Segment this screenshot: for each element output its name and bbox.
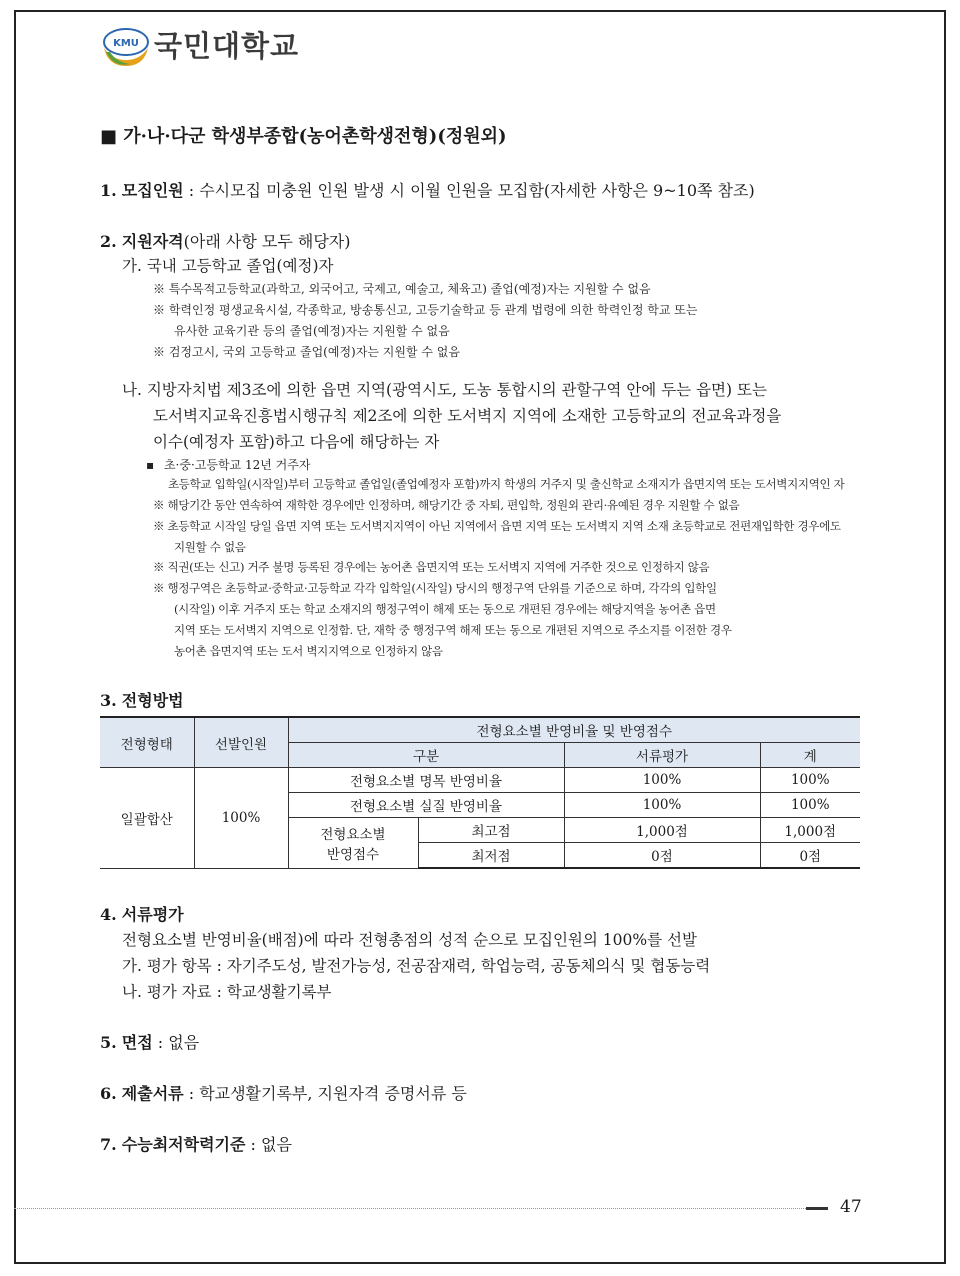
na-note-3: ※ 직권(또는 신고) 거주 불명 등록된 경우에는 농어촌 읍면지역 또는 도서벽지 지역에 거주한 것으로 인정하지 않음: [153, 560, 710, 574]
section-4: [100, 902, 184, 925]
section-4-line-3: 나. 평가 자료 : 학교생활기록부: [122, 983, 332, 1001]
svg-text:KMU: KMU: [113, 38, 139, 49]
row-max-total: 1,000점: [760, 818, 860, 843]
na-note-1: ※ 해당기간 동안 연속하여 재학한 경우에만 인정하며, 해당기간 중 자퇴, 편입학, 정원외 관리·유예된 경우 지원할 수 없음: [153, 498, 740, 512]
na-note-4-cont-2: 지역 또는 도서벽지 지역으로 인정함. 단, 재학 중 행정구역 해제 또는 동으로 개편된 지역으로 주소지를 이전한 경우: [174, 623, 732, 637]
bullet-item: [146, 456, 310, 473]
header-count: 선발인원: [194, 717, 288, 768]
university-logo: [100, 22, 310, 70]
section-2-ga: 가. 국내 고등학교 졸업(예정)자: [122, 257, 334, 275]
score-label-line-2: 반영점수: [326, 846, 380, 863]
section-2-na-line-3: 이수(예정자 포함)하고 다음에 해당하는 자: [153, 433, 440, 451]
na-note-4: ※ 행정구역은 초등학교·중학교·고등학교 각각 입학일(시작일) 당시의 행정구역 단위를 기준으로 하며, 각각의 입학일: [153, 581, 717, 595]
row-actual-label: 전형요소별 실질 반영비율: [288, 793, 564, 818]
section-4-heading: 서류평가: [121, 905, 184, 924]
section-5: [100, 1030, 199, 1053]
page-number-dash: [806, 1207, 828, 1210]
header-division: 구분: [288, 743, 564, 768]
cell-type: 일괄합산: [100, 768, 194, 869]
bullet-icon: ▪: [146, 458, 155, 472]
logo-text: 국민대학교: [154, 29, 300, 63]
row-min-total: 0점: [760, 843, 860, 869]
section-7: [100, 1132, 292, 1155]
section-7-heading: 수능최저학력기준: [121, 1135, 246, 1154]
section-1: [100, 178, 755, 201]
kmu-emblem-icon: [100, 22, 152, 70]
section-1-number: 1.: [100, 181, 117, 200]
page-title: ■ 가·나·다군 학생부종합(농어촌학생전형)(정원외): [100, 126, 507, 147]
section-5-heading: 면접: [121, 1033, 153, 1052]
row-min-doc: 0점: [564, 843, 760, 869]
na-note-4-cont-3: 농어촌 읍면지역 또는 도서 벽지지역으로 인정하지 않음: [174, 644, 443, 658]
na-note-2-cont: 지원할 수 없음: [174, 540, 246, 554]
section-6-number: 6.: [100, 1084, 117, 1103]
section-5-number: 5.: [100, 1033, 117, 1052]
section-2-na-line-2: 도서벽지교육진흥법시행규칙 제2조에 의한 도서벽지 지역에 소재한 고등학교의 전교육과정을: [153, 407, 782, 425]
section-2-heading: 지원자격: [121, 232, 184, 251]
section-2-body: (아래 사항 모두 해당자): [183, 232, 351, 251]
section-4-line-1: 전형요소별 반영비율(배점)에 따라 전형총점의 성적 순으로 모집인원의 100%를 선발: [122, 931, 697, 949]
section-3-number: 3.: [100, 691, 117, 710]
row-nominal-total: 100%: [760, 768, 860, 793]
ga-note-2-cont: 유사한 교육기관 등의 졸업(예정)자는 지원할 수 없음: [174, 324, 450, 338]
section-7-number: 7.: [100, 1135, 117, 1154]
evaluation-table: [100, 716, 860, 869]
ga-note-2: ※ 학력인정 평생교육시설, 각종학교, 방송통신고, 고등기술학교 등 관계 법령에 의한 학력인정 학교 또는: [153, 303, 698, 317]
row-min-label: 최저점: [418, 843, 564, 869]
section-2-na-line-1: 나. 지방자치법 제3조에 의한 읍면 지역(광역시도, 도농 통합시의 관할구역 안에 두는 읍면) 또는: [122, 381, 767, 399]
cell-score-label: [288, 818, 418, 869]
row-max-label: 최고점: [418, 818, 564, 843]
section-4-number: 4.: [100, 905, 117, 924]
section-6-body: : 학교생활기록부, 지원자격 증명서류 등: [183, 1084, 467, 1103]
cell-count: 100%: [194, 768, 288, 869]
row-nominal-doc: 100%: [564, 768, 760, 793]
ga-note-1: ※ 특수목적고등학교(과학고, 외국어고, 국제고, 예술고, 체육고) 졸업(예정)자는 지원할 수 없음: [153, 282, 651, 296]
bullet-heading: 초·중·고등학교 12년 거주자: [163, 458, 311, 472]
section-3-heading: 전형방법: [121, 691, 184, 710]
section-4-line-2: 가. 평가 항목 : 자기주도성, 발전가능성, 전공잠재력, 학업능력, 공동체의식 및 협동능력: [122, 957, 711, 975]
header-group: 전형요소별 반영비율 및 반영점수: [288, 717, 860, 743]
header-document: 서류평가: [564, 743, 760, 768]
score-label-line-1: 전형요소별: [320, 826, 386, 843]
ga-note-3: ※ 검정고시, 국외 고등학교 졸업(예정)자는 지원할 수 없음: [153, 345, 460, 359]
row-nominal-label: 전형요소별 명목 반영비율: [288, 768, 564, 793]
section-1-heading: 모집인원: [121, 181, 184, 200]
row-actual-doc: 100%: [564, 793, 760, 818]
table-row: [100, 768, 860, 793]
footer-dotted-rule: [14, 1208, 810, 1209]
section-6: [100, 1081, 467, 1104]
section-3: [100, 688, 184, 711]
header-type: 전형형태: [100, 717, 194, 768]
row-max-doc: 1,000점: [564, 818, 760, 843]
section-7-body: : 없음: [245, 1135, 292, 1154]
section-1-body: : 수시모집 미충원 인원 발생 시 이월 인원을 모집함(자세한 사항은 9~10쪽 참조): [183, 181, 755, 200]
section-6-heading: 제출서류: [121, 1084, 184, 1103]
na-note-4-cont-1: (시작일) 이후 거주지 또는 학교 소재지의 행정구역이 해제 또는 동으로 개편된 경우에는 해당지역을 농어촌 읍면: [174, 602, 716, 616]
section-2-number: 2.: [100, 232, 117, 251]
na-note-2: ※ 초등학교 시작일 당일 읍면 지역 또는 도서벽지지역이 아닌 지역에서 읍면 지역 또는 도서벽지 지역 소재 초등학교로 전편재입학한 경우에도: [153, 519, 841, 533]
section-5-body: : 없음: [152, 1033, 200, 1052]
bullet-description: 초등학교 입학일(시작일)부터 고등학교 졸업일(졸업예정자 포함)까지 학생의 거주지 및 출신학교 소재지가 읍면지역 또는 도서벽지지역인 자: [168, 477, 845, 491]
section-2: [100, 229, 350, 252]
header-total: 계: [760, 743, 860, 768]
row-actual-total: 100%: [760, 793, 860, 818]
page-number: 47: [840, 1197, 862, 1217]
